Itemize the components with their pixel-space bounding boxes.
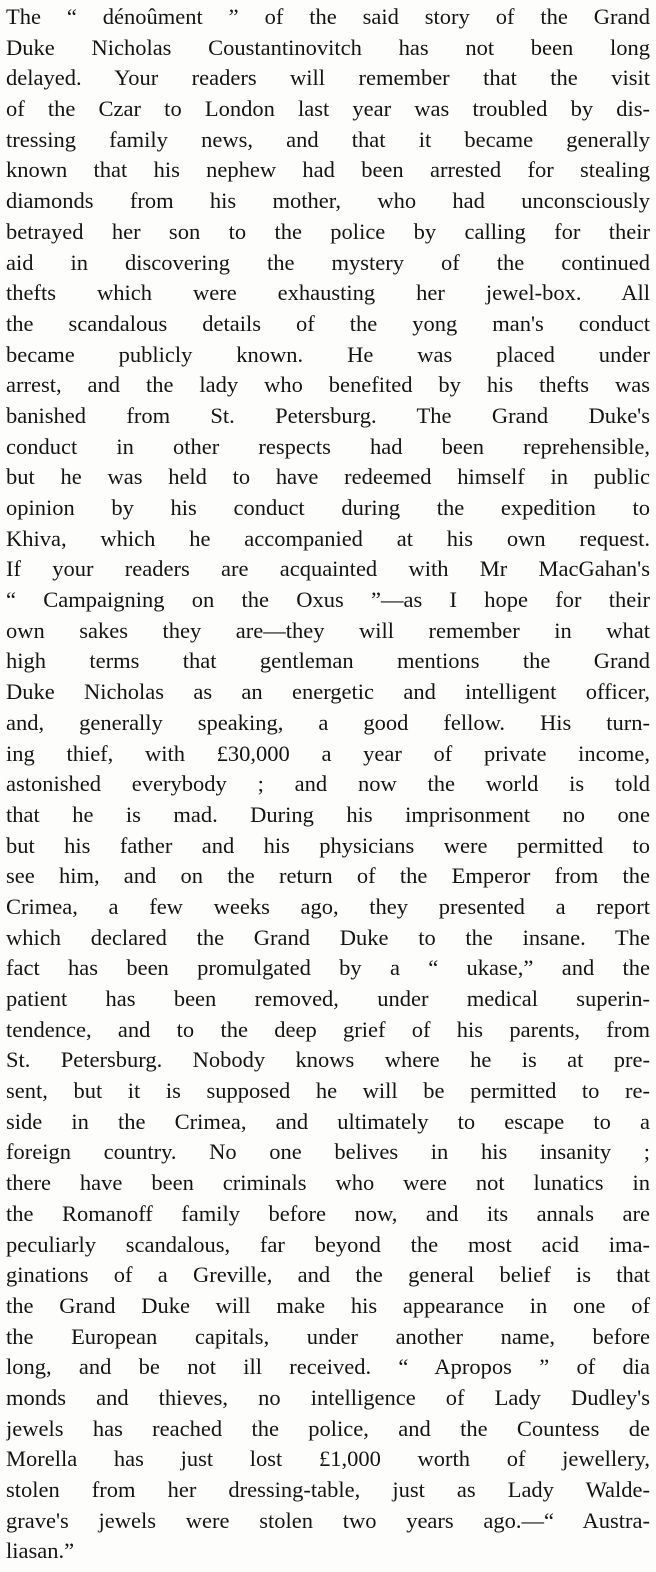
article-line: but his father and his physicians were permitted to — [6, 832, 650, 858]
article-line: jewels has reached the police, and the Countess de — [6, 1415, 650, 1441]
article-line: the scandalous details of the yong man's conduct — [6, 310, 650, 336]
article-line: The “ dénoûment ” of the said story of the Grand — [6, 4, 650, 29]
article-line: that he is mad. During his imprisonment no one — [6, 801, 650, 827]
article-line: banished from St. Petersburg. The Grand Duke's — [6, 402, 650, 428]
article-line: the Romanoff family before now, and its annals are — [6, 1200, 650, 1226]
article-line: arrest, and the lady who benefited by his thefts was — [6, 372, 650, 398]
article-line: ing thief, with £30,000 a year of private income, — [6, 740, 650, 766]
article-line: Khiva, which he accompanied at his own request. — [6, 525, 650, 551]
article-line: aid in discovering the mystery of the continued — [6, 249, 650, 275]
article-line: of the Czar to London last year was troubled by dis- — [6, 96, 650, 122]
article-line: tendence, and to the deep grief of his parents, from — [6, 1016, 650, 1042]
article-line: but he was held to have redeemed himself in public — [6, 464, 650, 490]
article-line: foreign country. No one belives in his insanity ; — [6, 1139, 650, 1165]
article-column — [6, 2, 650, 1567]
article-line: known that his nephew had been arrested for stealing — [6, 157, 650, 183]
article-line: see him, and on the return of the Emperor from the — [6, 863, 650, 889]
article-line: betrayed her son to the police by calling for their — [6, 218, 650, 244]
article-line: which declared the Grand Duke to the insane. The — [6, 924, 650, 950]
article-line: the Grand Duke will make his appearance in one of — [6, 1292, 650, 1318]
article-line: If your readers are acquainted with Mr MacGahan's — [6, 556, 650, 582]
article-line: liasan.” — [6, 1538, 75, 1564]
article-line: side in the Crimea, and ultimately to escape to a — [6, 1108, 650, 1134]
article-line: conduct in other respects had been reprehensible, — [6, 433, 650, 459]
article-line: monds and thieves, no intelligence of Lady Dudley's — [6, 1384, 650, 1410]
article-line: Crimea, a few weeks ago, they presented a report — [6, 893, 650, 919]
article-line: grave's jewels were stolen two years ago.—“ Austra- — [6, 1507, 650, 1533]
article-line: stolen from her dressing-table, just as Lady Walde- — [6, 1477, 650, 1502]
article-line: “ Campaigning on the Oxus ”—as I hope for their — [6, 587, 650, 613]
article-line: patient has been removed, under medical superin- — [6, 986, 650, 1011]
article-line: Duke Nicholas Coustantinovitch has not been long — [6, 34, 650, 60]
article-line: long, and be not ill received. “ Apropos ” of dia — [6, 1354, 650, 1380]
article-line: the European capitals, under another name, before — [6, 1323, 650, 1349]
article-line: high terms that gentleman mentions the Grand — [6, 648, 650, 674]
article-line: Duke Nicholas as an energetic and intelligent officer, — [6, 679, 650, 705]
article-line: thefts which were exhausting her jewel-box. All — [6, 280, 650, 306]
article-line: astonished everybody ; and now the world is told — [6, 771, 650, 797]
article-line: peculiarly scandalous, far beyond the most acid ima- — [6, 1231, 650, 1257]
article-line: delayed. Your readers will remember that the visit — [6, 65, 650, 91]
article-line: ginations of a Greville, and the general belief is that — [6, 1262, 650, 1288]
article-line: diamonds from his mother, who had unconsciously — [6, 188, 650, 214]
article-line: became publicly known. He was placed under — [6, 341, 650, 367]
article-line: there have been criminals who were not lunatics in — [6, 1170, 650, 1196]
article-line: Morella has just lost £1,000 worth of jewellery, — [6, 1446, 650, 1472]
article-line: and, generally speaking, a good fellow. His turn- — [6, 709, 650, 735]
article-line: own sakes they are—they will remember in what — [6, 617, 650, 643]
article-line: tressing family news, and that it became generally — [6, 126, 650, 152]
article-line: St. Petersburg. Nobody knows where he is at pre- — [6, 1047, 650, 1073]
article-line: sent, but it is supposed he will be permitted to re- — [6, 1078, 650, 1104]
article-line: fact has been promulgated by a “ ukase,” and the — [6, 955, 650, 981]
article-line: opinion by his conduct during the expedition to — [6, 495, 650, 520]
